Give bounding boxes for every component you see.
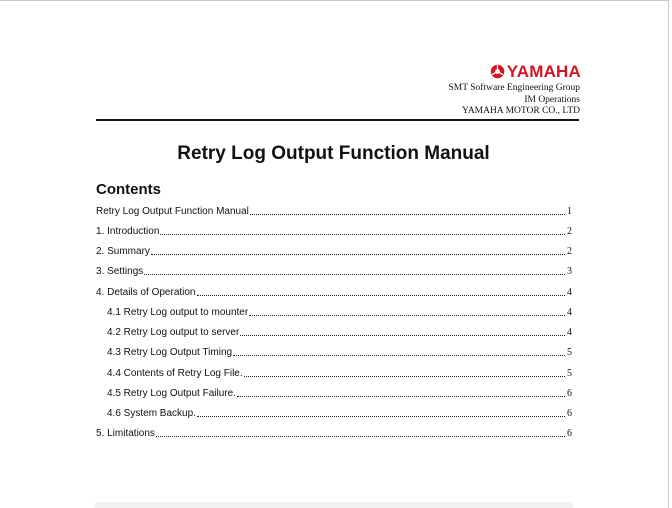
toc-page-number: 6	[567, 428, 572, 440]
toc-page-number: 1	[567, 205, 572, 217]
toc-page-number: 4	[567, 306, 572, 318]
toc-entry-label: 4.6 System Backup.	[107, 408, 196, 419]
toc-entry[interactable]	[107, 343, 572, 363]
toc-entry[interactable]	[107, 404, 572, 424]
header-divider	[96, 119, 579, 121]
toc-dot-leader	[197, 416, 565, 417]
toc-page-number: 6	[567, 408, 572, 419]
toc-entry[interactable]	[96, 221, 572, 241]
toc-entry[interactable]	[107, 302, 572, 322]
toc-dot-leader	[144, 274, 565, 275]
tuning-fork-emblem-icon	[490, 64, 505, 79]
toc-entry[interactable]	[96, 201, 572, 221]
toc-page-number: 6	[567, 387, 572, 399]
contents-heading: Contents	[96, 181, 161, 198]
toc-entry-label: 1. Introduction	[96, 225, 160, 237]
org-line-group: SMT Software Engineering Group	[448, 83, 580, 93]
toc-page-number: 2	[567, 225, 572, 237]
toc-dot-leader	[240, 335, 565, 336]
toc-entry-label: 4.3 Retry Log Output Timing	[107, 347, 233, 359]
brand-name: YAMAHA	[506, 62, 581, 81]
toc-entry[interactable]	[96, 242, 572, 262]
toc-dot-leader	[197, 295, 566, 296]
toc-entry-label: 3. Settings	[96, 266, 144, 278]
toc-entry-label: 2. Summary	[96, 246, 150, 257]
toc-page-number: 2	[567, 246, 572, 257]
toc-dot-leader	[237, 396, 565, 397]
organization-block	[449, 83, 580, 118]
toc-dot-leader	[233, 355, 565, 356]
org-line-division: IM Operations	[524, 94, 580, 105]
toc-entry[interactable]	[107, 323, 572, 343]
toc-entry-label: 4.1 Retry Log output to mounter	[107, 306, 249, 318]
toc-dot-leader	[244, 376, 565, 377]
toc-entry-label: 4.4 Contents of Retry Log File.	[107, 367, 243, 379]
toc-dot-leader	[160, 234, 565, 235]
toc-page-number: 3	[567, 266, 572, 278]
toc-page-number: 5	[567, 347, 572, 359]
toc-entry[interactable]	[96, 262, 572, 282]
toc-entry-label: 4.5 Retry Log Output Failure.	[107, 387, 236, 399]
toc-entry-label: Retry Log Output Function Manual	[96, 205, 249, 217]
toc-entry-label: 5. Limitations	[96, 428, 155, 440]
toc-dot-leader	[250, 214, 565, 215]
next-page-edge	[95, 502, 573, 508]
toc-page-number: 4	[567, 327, 572, 338]
toc-entry[interactable]	[96, 282, 572, 302]
toc-entry[interactable]	[107, 383, 572, 403]
document-title: Retry Log Output Function Manual	[177, 143, 490, 164]
yamaha-logo	[490, 63, 581, 80]
toc-entry[interactable]	[96, 424, 572, 444]
toc-entry-label: 4.2 Retry Log output to server	[107, 327, 240, 338]
toc-page-number: 4	[567, 286, 572, 298]
toc-page-number: 5	[567, 367, 572, 379]
toc-dot-leader	[151, 254, 565, 255]
toc-dot-leader	[249, 315, 565, 316]
toc-entry-label: 4. Details of Operation	[96, 286, 196, 298]
toc-dot-leader	[156, 436, 565, 437]
toc-entry[interactable]	[107, 363, 572, 383]
org-line-company: YAMAHA MOTOR CO., LTD	[462, 106, 580, 116]
